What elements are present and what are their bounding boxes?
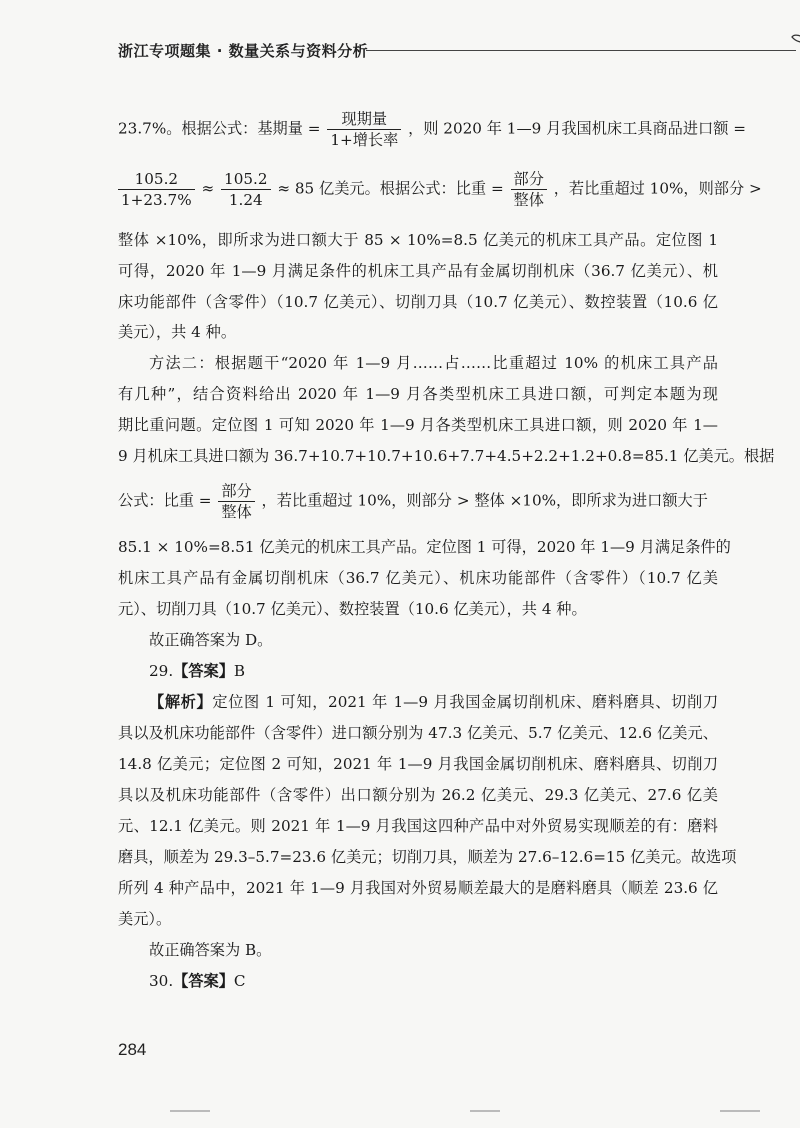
text-line: 85.1 × 10%=8.51 亿美元的机床工具产品。定位图 1 可得，2020 年 1—9 月满足条件的	[118, 538, 731, 556]
fraction-denominator: 1+增长率	[330, 131, 399, 149]
text-line: 方法二：根据题干“2020 年 1—9 月……占……比重超过 10% 的机床工具产品	[149, 354, 718, 372]
fraction-numerator: 105.2	[118, 170, 195, 190]
fraction-numerator: 部分	[218, 482, 254, 502]
question-29-answer	[149, 661, 718, 681]
fraction-numerator: 现期量	[327, 110, 401, 130]
fraction-numerator: 部分	[511, 170, 547, 190]
running-header	[118, 40, 718, 70]
text-line: 有几种”，结合资料给出 2020 年 1—9 月各类型机床工具进口额，可判定本题为现	[118, 385, 718, 403]
text-line	[118, 110, 746, 149]
answer-line: 故正确答案为 B。	[149, 941, 272, 959]
fraction-denominator: 整体	[221, 503, 252, 521]
text-line: 所列 4 种产品中，2021 年 1—9 月我国对外贸易顺差最大的是磨料磨具（顺差 23.6 亿	[118, 879, 718, 897]
text-segment: 23.7%。根据公式：基期量 =	[118, 119, 321, 138]
text-segment: ，若比重超过 10%，则部分 > 整体 ×10%，即所求为进口额大于	[261, 491, 708, 510]
page-number: 284	[118, 1040, 147, 1059]
book-title: 浙江专项题集 · 数量关系与资料分析	[118, 42, 369, 60]
text-line: 9 月机床工具进口额为 36.7+10.7+10.7+10.6+7.7+4.5+2.2+1.2+0.8=85.1 亿美元。根据	[118, 447, 775, 465]
text-segment: ，若比重超过 10%，则部分 >	[553, 179, 762, 198]
scan-artifact	[170, 1110, 210, 1112]
answer-tag: 【答案】	[173, 662, 234, 680]
fraction-denominator: 1.24	[228, 191, 263, 209]
analysis-line	[149, 692, 718, 712]
text-line: 机床工具产品有金属切削机床（36.7 亿美元）、机床功能部件（含零件）（10.7 亿美	[118, 569, 718, 587]
answer-letter: B	[233, 662, 246, 680]
text-line	[118, 482, 718, 521]
header-rule	[366, 50, 796, 51]
text-segment: 公式：比重 =	[118, 491, 212, 510]
question-30-answer	[149, 971, 718, 991]
question-number: 29.	[149, 662, 174, 680]
answer-line: 故正确答案为 D。	[149, 631, 273, 649]
fraction-share-formula	[511, 170, 547, 209]
fraction-denominator: 1+23.7%	[121, 191, 192, 209]
text-line: 美元），共 4 种。	[118, 323, 237, 341]
text-segment: ，则 2020 年 1—9 月我国机床工具商品进口额 =	[408, 119, 746, 138]
text-line: 美元）。	[118, 910, 172, 928]
text-segment: ≈ 85 亿美元。根据公式：比重 =	[277, 179, 504, 198]
fraction-numerator: 105.2	[221, 170, 270, 190]
text-segment: ≈	[201, 179, 215, 198]
fraction-denominator: 整体	[513, 191, 544, 209]
analysis-tag: 【解析】	[149, 693, 213, 711]
text-line: 元、12.1 亿美元。则 2021 年 1—9 月我国这四种产品中对外贸易实现顺差的有：磨料	[118, 817, 718, 835]
text-line: 具以及机床功能部件（含零件）出口额分别为 26.2 亿美元、29.3 亿美元、27.6 亿美	[118, 786, 718, 804]
text-line: 具以及机床功能部件（含零件）进口额分别为 47.3 亿美元、5.7 亿美元、12.6 亿美元、	[118, 724, 718, 742]
text-segment: 定位图 1 可知，2021 年 1—9 月我国金属切削机床、磨料磨具、切削刀	[212, 693, 719, 711]
question-number: 30.	[149, 972, 174, 990]
fraction-import-approx	[221, 170, 270, 209]
scan-artifact	[470, 1110, 500, 1112]
text-line: 元）、切削刀具（10.7 亿美元）、数控装置（10.6 亿美元），共 4 种。	[118, 600, 587, 618]
answer-tag: 【答案】	[173, 972, 234, 990]
sprout-icon	[790, 28, 800, 58]
text-line: 14.8 亿美元；定位图 2 可知，2021 年 1—9 月我国金属切削机床、磨料磨具、切削刀	[118, 755, 718, 773]
answer-letter: C	[233, 972, 246, 990]
text-line	[118, 170, 762, 209]
text-line: 床功能部件（含零件）（10.7 亿美元）、切削刀具（10.7 亿美元）、数控装置（10.6 亿	[118, 293, 718, 311]
fraction-base-formula	[327, 110, 401, 149]
fraction-import-calc	[118, 170, 195, 209]
text-line: 整体 ×10%，即所求为进口额大于 85 × 10%=8.5 亿美元的机床工具产品。定位图 1	[118, 231, 718, 249]
text-line: 期比重问题。定位图 1 可知 2020 年 1—9 月各类型机床工具进口额，则 2020 年 1—	[118, 416, 718, 434]
fraction-share-formula	[218, 482, 254, 521]
text-line: 磨具，顺差为 29.3–5.7=23.6 亿美元；切削刀具，顺差为 27.6–12.6=15 亿美元。故选项	[118, 848, 737, 866]
scan-artifact	[720, 1110, 760, 1112]
text-line: 可得，2020 年 1—9 月满足条件的机床工具产品有金属切削机床（36.7 亿美元）、机	[118, 262, 718, 280]
